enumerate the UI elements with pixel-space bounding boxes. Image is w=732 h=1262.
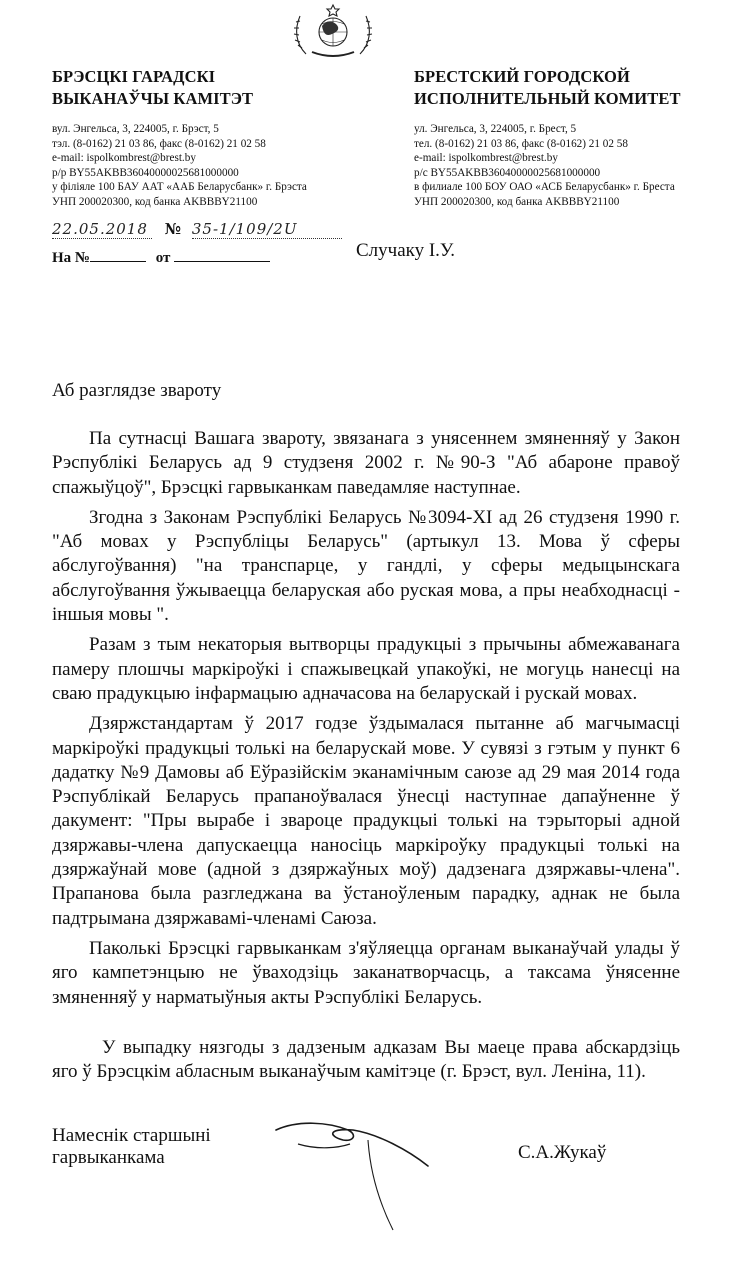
address: ул. Энгельса, 3, 224005, г. Брест, 5 — [414, 123, 577, 135]
email: e-mail: ispolkombrest@brest.by — [414, 152, 558, 165]
signatory-name: С.А.Жукаў — [518, 1142, 607, 1163]
paragraph: Разам з тым некаторыя вытворцы прадукцыі з прычыны абмежаванага памеру плошчы маркіроўкі і спажывецкай упакоўкі, не могуць нанесці на сваю прадукцыю інфармацыю адначасова на беларускай і рускай мовах. — [52, 634, 680, 704]
contact-block — [52, 122, 382, 210]
bank-account: р/с BY55AKBB36040000025681000000 — [414, 166, 601, 179]
title-line: гарвыканкама — [52, 1147, 165, 1168]
bank-branch: в филиале 100 БОУ ОАО «АСБ Беларусбанк» г. Бреста — [414, 181, 675, 194]
subject: Аб разглядзе звароту — [52, 380, 222, 401]
paragraph: Згодна з Законам Рэспублікі Беларусь №3094-XI ад 26 студзеня 1990 г. "Аб мовах у Рэспубліцы Беларусь" (артыкул 13. Мова ў сферы абслугоўвання) "на транспарце, у гандлі, у сферы медыцынскага абслугоўвання ўжываецца беларуская або руская мова, а пры неабходнасці - іншыя мовы ". — [52, 506, 680, 626]
org-name-line1: БРЭСЦКІ ГАРАДСКІ — [52, 67, 216, 86]
bank-account: р/р BY55AKBB36040000025681000000 — [52, 166, 239, 179]
outgoing-reference — [52, 220, 342, 239]
incoming-number-blank — [90, 261, 146, 262]
bank-branch: у філіяле 100 БАУ ААТ «ААБ Беларусбанк» г. Брэста — [52, 181, 307, 194]
address: вул. Энгельса, 3, 224005, г. Брэст, 5 — [52, 123, 219, 135]
handwritten-signature — [258, 1100, 458, 1240]
signatory-title — [52, 1125, 211, 1169]
unp-code: УНП 200020300, код банка AKBBBY21100 — [414, 195, 620, 208]
title-line: Намеснік старшыні — [52, 1125, 211, 1146]
incoming-date-blank — [174, 261, 270, 262]
org-name-line2: ВЫКАНАЎЧЫ КАМІТЭТ — [52, 89, 254, 108]
recipient: Случаку І.У. — [356, 240, 456, 261]
paragraph: У выпадку нязгоды з дадзеным адказам Вы маеце права абскардзіць яго ў Брэсцкім абласным выканаўчым камітэце (г. Брэст, вул. Леніна, 11). — [52, 1037, 680, 1082]
outgoing-number: 35-1/109/2U — [192, 220, 342, 239]
outgoing-date: 22.05.2018 — [52, 220, 152, 239]
org-name-line1: БРЕСТСКИЙ ГОРОДСКОЙ — [414, 67, 630, 86]
phone-fax: тэл. (8-0162) 21 03 86, факс (8-0162) 21 02 58 — [52, 137, 266, 150]
incoming-number-label: На № — [52, 250, 90, 266]
paragraph: Па сутнасці Вашага звароту, звязанага з унясеннем змяненняў у Закон Рэспублікі Беларусь ад 9 студзеня 2002 г. №90-З "Аб абароне правоў спажыўцоў", Брэсцкі гарвыканкам паведамляе наступнае. — [52, 428, 680, 498]
letter-body — [52, 427, 680, 1016]
paragraph: Паколькі Брэсцкі гарвыканкам з'яўляецца органам выканаўчай улады ў яго кампетэнцыю не ўваходзіць заканатворчасць, а таксама ўнясенне змяненняў у нарматыўныя акты Рэспублікі Беларусь. — [52, 937, 680, 1008]
email: e-mail: ispolkombrest@brest.by — [52, 152, 196, 165]
paragraph: Дзяржстандартам ў 2017 годзе ўздымалася пытанне аб магчымасці маркіроўкі прадукцыі толькі на беларускай мове. У сувязі з гэтым у пункт 6 дадатку №9 Дамовы аб Еўразійскім эканамічным саюзе ад 29 мая 2014 года Рэспублікай Беларусь прапаноўвалася ўнесці наступнае дапаўненне ў дакумент: "Пры вырабе і звароце прадукцыі толькі на тэрыторыі адной дзяржавы-члена дапускаецца наносіць маркіроўку прадукцыі толькі на дзяржаўнай мове (адной з дзяржаўных моў) дадзенага дзяржавы-члена". Прапанова была разгледжана ва ўстаноўленым парадку, аднак не была падтрымана дзяржавамі-членамі Саюза. — [52, 713, 680, 929]
number-label: № — [164, 220, 182, 238]
header-russian — [414, 66, 724, 210]
org-name-line2: ИСПОЛНИТЕЛЬНЫЙ КОМИТЕТ — [414, 89, 681, 108]
header-belarusian — [52, 66, 382, 210]
incoming-reference — [52, 250, 270, 267]
unp-code: УНП 200020300, код банка AKBBBY21100 — [52, 195, 258, 208]
incoming-date-label: от — [155, 250, 171, 266]
state-emblem-icon — [292, 2, 374, 58]
phone-fax: тел. (8-0162) 21 03 86, факс (8-0162) 21 02 58 — [414, 137, 628, 150]
contact-block — [414, 122, 724, 210]
appeal-notice — [52, 1036, 680, 1084]
